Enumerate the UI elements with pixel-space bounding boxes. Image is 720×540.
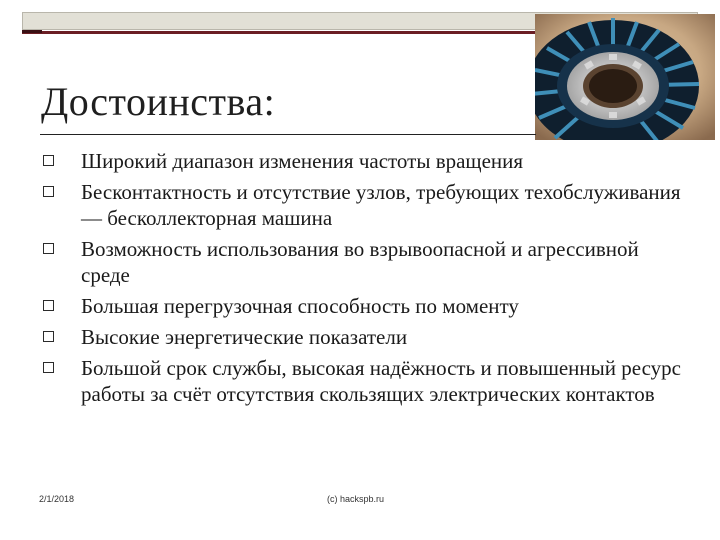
bullet-item [40, 236, 690, 288]
bullet-list [40, 148, 690, 412]
bullet-item [40, 148, 690, 174]
accent-tick [22, 30, 42, 33]
hollow-square-bullet-icon [43, 362, 54, 373]
bullet-text: Большая перегрузочная способность по моменту [81, 294, 519, 318]
footer-copyright: (c) hackspb.ru [327, 494, 385, 504]
bullet-text: Возможность использования во взрывоопасной и агрессивной среде [81, 237, 639, 287]
bullet-text: Большой срок службы, высокая надёжность и повышенный ресурс работы за счёт отсутствия скользящих электрических контактов [81, 356, 681, 406]
stator-motor-image [535, 14, 715, 140]
hollow-square-bullet-icon [43, 331, 54, 342]
hollow-square-bullet-icon [43, 186, 54, 197]
footer-date: 2/1/2018 [39, 494, 75, 504]
bullet-item [40, 293, 690, 319]
bullet-item [40, 179, 690, 231]
bullet-item [40, 355, 690, 407]
bullet-item [40, 324, 690, 350]
hollow-square-bullet-icon [43, 300, 54, 311]
slide-title: Достоинства: [41, 79, 276, 124]
hollow-square-bullet-icon [43, 155, 54, 166]
bullet-text: Широкий диапазон изменения частоты вращения [81, 149, 524, 173]
bullet-text: Высокие энергетические показатели [81, 325, 408, 349]
title-underline [40, 134, 536, 135]
hollow-square-bullet-icon [43, 243, 54, 254]
bullet-text: Бесконтактность и отсутствие узлов, требующих техобслуживания — бесколлекторная машина [81, 180, 681, 230]
